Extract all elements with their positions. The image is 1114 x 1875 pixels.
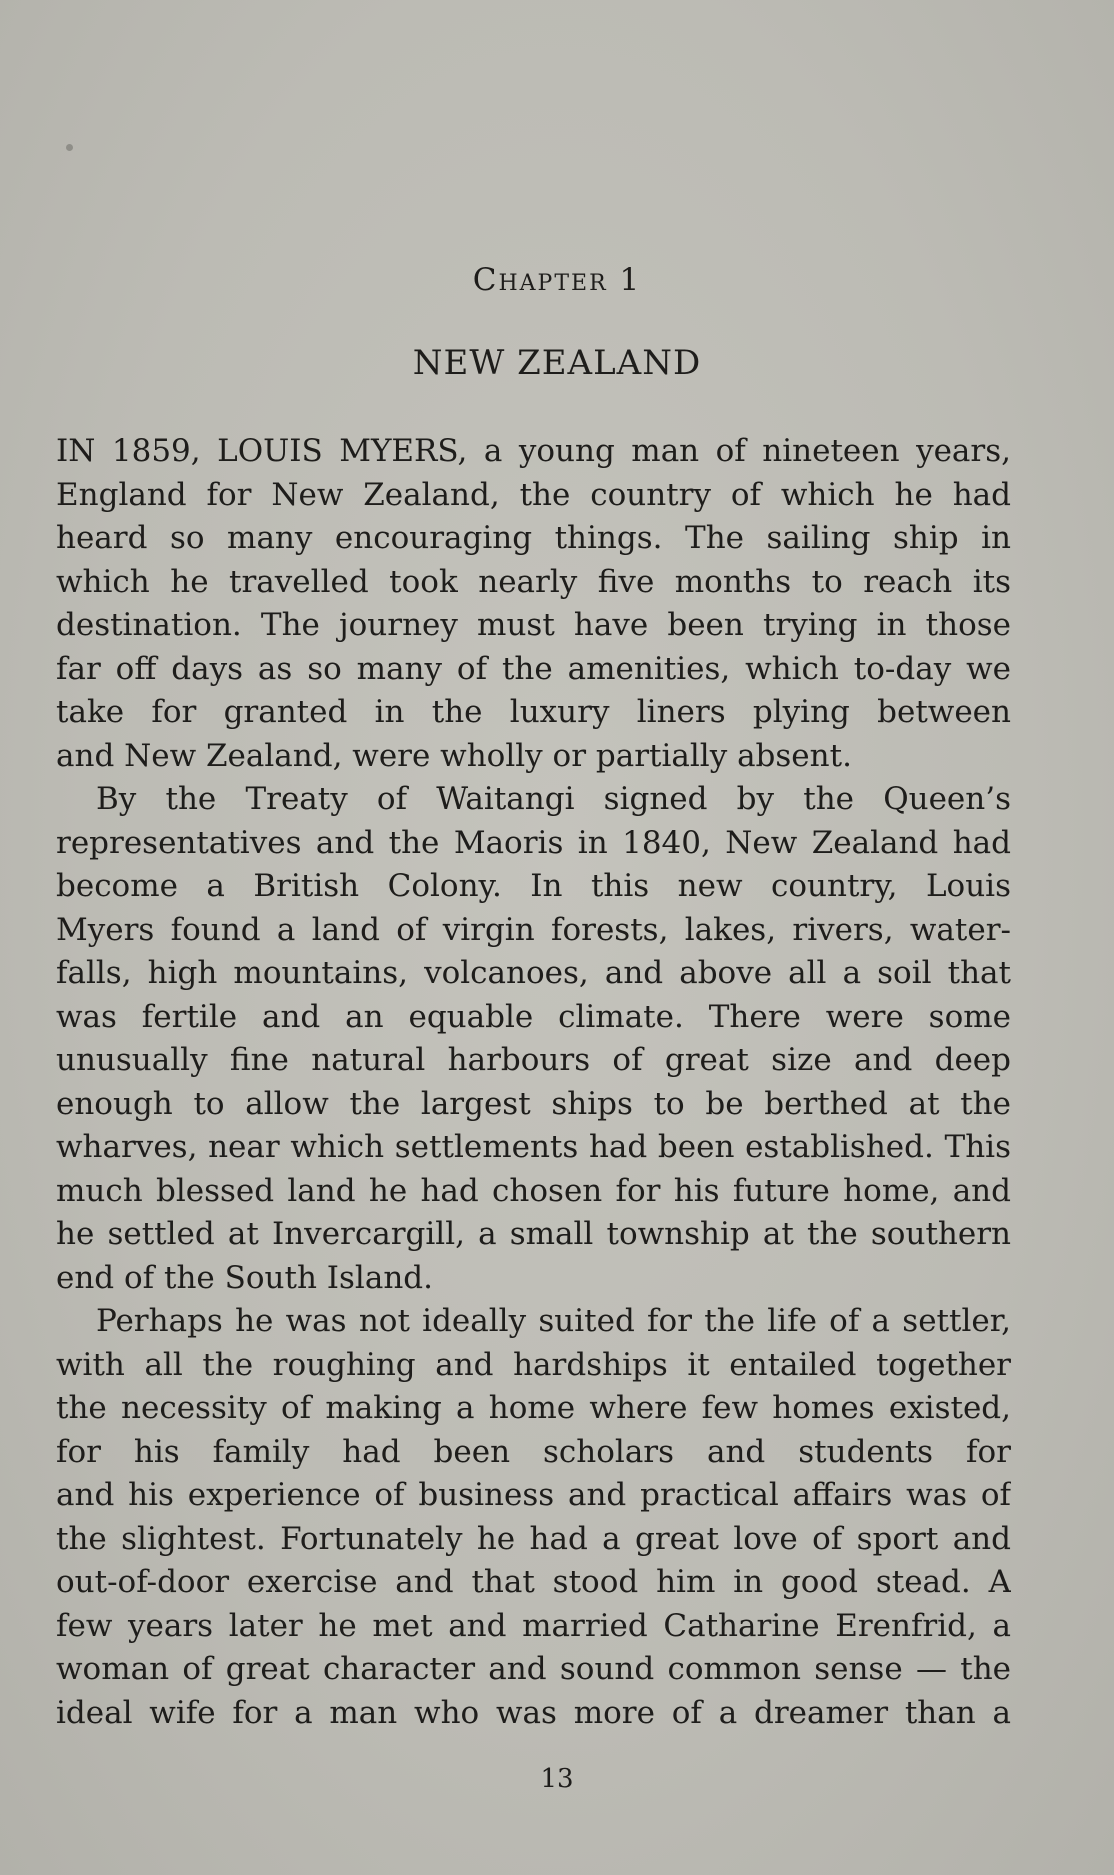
text-line: out-of-door exercise and that stood him in good stead. A — [56, 1564, 1011, 1600]
text-line: the necessity of making a home where few homes existed, — [56, 1390, 1011, 1426]
text-line: heard so many encouraging things. The sailing ship in — [56, 520, 1011, 556]
text-line: woman of great character and sound common sense — the — [56, 1651, 1011, 1687]
text-line: much blessed land he had chosen for his future home, and — [56, 1172, 1011, 1209]
text-line: become a British Colony. In this new country, Louis — [56, 868, 1011, 904]
text-line: Perhaps he was not ideally suited for the life of a settler, — [96, 1303, 1011, 1339]
text-line: far off days as so many of the amenities, which to-day we — [56, 650, 1011, 687]
text-line: unusually fine natural harbours of great size and deep — [56, 1042, 1011, 1078]
text-line: falls, high mountains, volcanoes, and above all a soil that — [56, 955, 1011, 991]
text-line: few years later he met and married Catharine Erenfrid, a — [56, 1607, 1011, 1644]
text-line: for his family had been scholars and students for — [56, 1433, 1011, 1470]
text-line: representatives and the Maoris in 1840, New Zealand had — [56, 824, 1011, 861]
paper-speck — [66, 144, 73, 151]
text-line: he settled at Invercargill, a small township at the southern — [56, 1216, 1011, 1252]
text-line: the slightest. Fortunately he had a great love of sport and — [56, 1520, 1011, 1557]
text-line: end of the South Island. — [56, 1259, 433, 1296]
text-line: Myers found a land of virgin forests, lakes, rivers, water- — [56, 911, 1011, 948]
page-number: 13 — [540, 1764, 574, 1794]
text-line: By the Treaty of Waitangi signed by the Queen’s — [96, 781, 1011, 817]
text-line: and his experience of business and practical affairs was of — [56, 1477, 1011, 1513]
text-line: wharves, near which settlements had been established. This — [56, 1129, 1011, 1165]
text-line: IN 1859, LOUIS MYERS, a young man of nineteen years, — [56, 433, 1011, 469]
text-line: destination. The journey must have been trying in those — [56, 607, 1011, 643]
text-line: which he travelled took nearly five months to reach its — [56, 563, 1011, 600]
text-line: enough to allow the largest ships to be berthed at the — [56, 1085, 1011, 1122]
chapter-title: NEW ZEALAND — [412, 343, 702, 383]
chapter-number: Chapter 1 — [472, 262, 642, 298]
text-line: take for granted in the luxury liners plying between — [56, 694, 1011, 730]
text-line: and New Zealand, were wholly or partially absent. — [56, 737, 852, 774]
text-line: with all the roughing and hardships it entailed together — [56, 1346, 1011, 1383]
text-line: England for New Zealand, the country of which he had — [56, 476, 1011, 513]
text-line: was fertile and an equable climate. There were some — [56, 998, 1011, 1035]
body-text — [56, 430, 1011, 1735]
text-line: ideal wife for a man who was more of a dreamer than a — [56, 1694, 1011, 1731]
